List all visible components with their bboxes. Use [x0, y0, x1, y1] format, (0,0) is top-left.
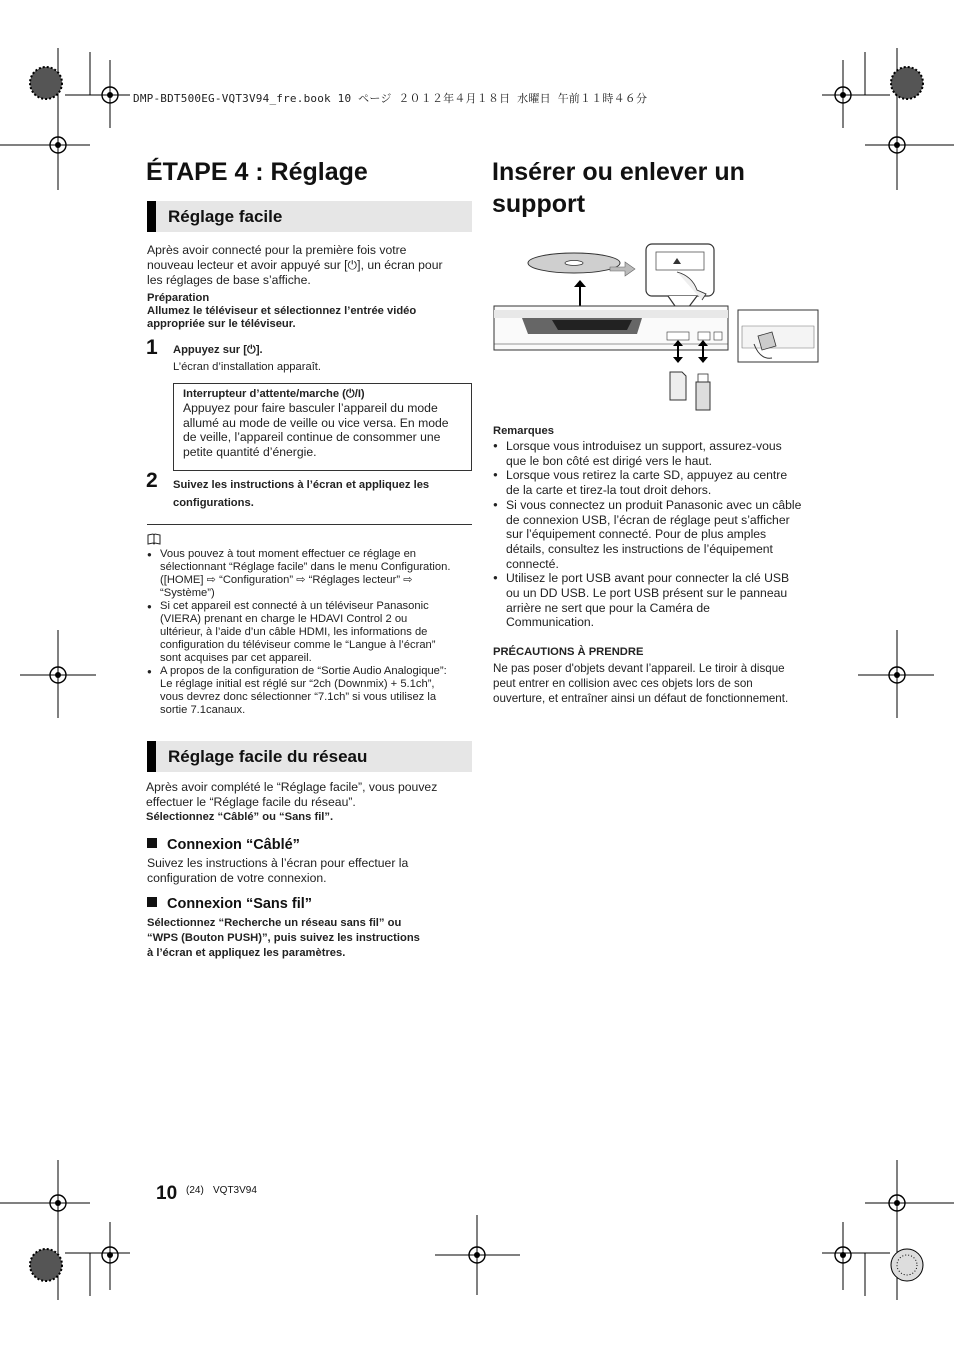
divider	[147, 524, 472, 525]
media-insertion-illustration	[492, 240, 822, 415]
network-select-instruction: Sélectionnez “Câblé” ou “Sans fil”.	[146, 811, 334, 823]
document-code: VQT3V94	[213, 1185, 257, 1196]
step-1-number: 1	[146, 336, 158, 359]
eject-button-callout	[646, 244, 714, 316]
wired-connection-text: Suivez les instructions à l’écran pour effectuer la configuration de votre connexion.	[147, 856, 409, 885]
remarks-label: Remarques	[493, 425, 554, 437]
caution-text: Ne pas poser d'objets devant l’appareil. Le tiroir à disque peut entrer en collision avec ces objets lors de son ouverture, et entraîner ainsi un défaut de fonctionnement.	[493, 662, 789, 705]
insert-media-title: Insérer ou enlever un support	[492, 158, 745, 218]
list-item: ● Si vous connectez un produit Panasonic avec un câble de connexion USB, l’écran de réglage peut s’afficher sur l’équipement connecté. Pour de plus amples détails, consultez les instructions de l’équipement connecté.	[493, 498, 823, 572]
step-1-text: L’écran d’installation apparaît.	[173, 361, 322, 373]
list-item: ● Utilisez le port USB avant pour connecter la clé USB ou un DD USB. Le port USB présent sur le panneau arrière ne sert que pour la Caméra de Communication.	[493, 571, 823, 630]
list-item: ● Lorsque vous retirez la carte SD, appuyez au centre de la carte et tirez-la tout droit dehors.	[493, 468, 823, 497]
page-number: 10	[156, 1183, 178, 1204]
sd-slot-detail-inset	[738, 310, 818, 362]
list-item: ● Si cet appareil est connecté à un téléviseur Panasonic (VIERA) prenant en charge le HDAVI Control 2 ou ultérieur, à l’aide d’un câble HDMI, les informations de configuration du téléviseur comme le “Langue à l’écran” sont acquises par cet appareil.	[147, 600, 475, 665]
book-icon	[147, 533, 161, 545]
easy-setup-intro: Après avoir connecté pour la première fois votre nouveau lecteur et avoir appuyé sur [⏻], un écran pour les réglages de base s’affiche.	[147, 243, 443, 287]
page-sub-number: (24)	[186, 1185, 204, 1196]
player-front-panel	[494, 306, 728, 350]
standby-box-title: Interrupteur d’attente/marche (⏻/I)	[183, 388, 365, 400]
setup-notes-list	[147, 548, 475, 717]
network-setup-intro: Après avoir complété le “Réglage facile”, vous pouvez effectuer le “Réglage facile du réseau”.	[146, 780, 438, 809]
wireless-connection-text: Sélectionnez “Recherche un réseau sans fil” ou “WPS (Bouton PUSH)”, puis suivez les instructions à l’écran et appliquez les paramètres.	[147, 917, 420, 959]
list-item: ● Lorsque vous introduisez un support, assurez-vous que le bon côté est dirigé vers le haut.	[493, 439, 823, 468]
preparation-block: Préparation Allumez le téléviseur et sélectionnez l’entrée vidéo appropriée sur le téléviseur.	[147, 292, 417, 330]
step-2-text: Suivez les instructions à l’écran et appliquez les configurations.	[173, 479, 430, 509]
step-2-number: 2	[146, 469, 158, 492]
wireless-connection-heading: Connexion “Sans fil”	[147, 895, 312, 913]
standby-box-text: Appuyez pour faire basculer l’appareil du mode allumé au mode de veille ou vice versa. En mode de veille, l’appareil continue de consommer une petite quantité d’énergie.	[183, 401, 449, 459]
section-heading-easy-setup: Réglage facile	[147, 201, 472, 232]
header-file-info: DMP-BDT500EG-VQT3V94_fre.book 10 ページ ２０１２年４月１８日 水曜日 午前１１時４６分	[133, 92, 648, 105]
list-item: ● A propos de la configuration de “Sortie Audio Analogique”: Le réglage initial est réglé sur “2ch (Downmix) + 5.1ch”, vous devrez donc sélectionner “7.1ch” si vous utilisez la sortie 7.1canaux.	[147, 665, 475, 717]
disc-illustration	[528, 253, 635, 276]
section-heading-network-setup: Réglage facile du réseau	[147, 741, 472, 772]
step-1-title: Appuyez sur [⏻].	[173, 344, 263, 356]
standby-switch-box	[173, 383, 472, 471]
caution-label: PRÉCAUTIONS À PRENDRE	[493, 646, 644, 658]
list-item: ● Vous pouvez à tout moment effectuer ce réglage en sélectionnant “Réglage facile” dans le menu Configuration. ([HOME] ⇨ “Configuration” ⇨ “Réglages lecteur” ⇨ “Système”)	[147, 548, 475, 600]
wired-connection-heading: Connexion “Câblé”	[147, 836, 300, 854]
remarks-list	[493, 439, 823, 630]
page-title: ÉTAPE 4 : Réglage	[146, 158, 368, 186]
